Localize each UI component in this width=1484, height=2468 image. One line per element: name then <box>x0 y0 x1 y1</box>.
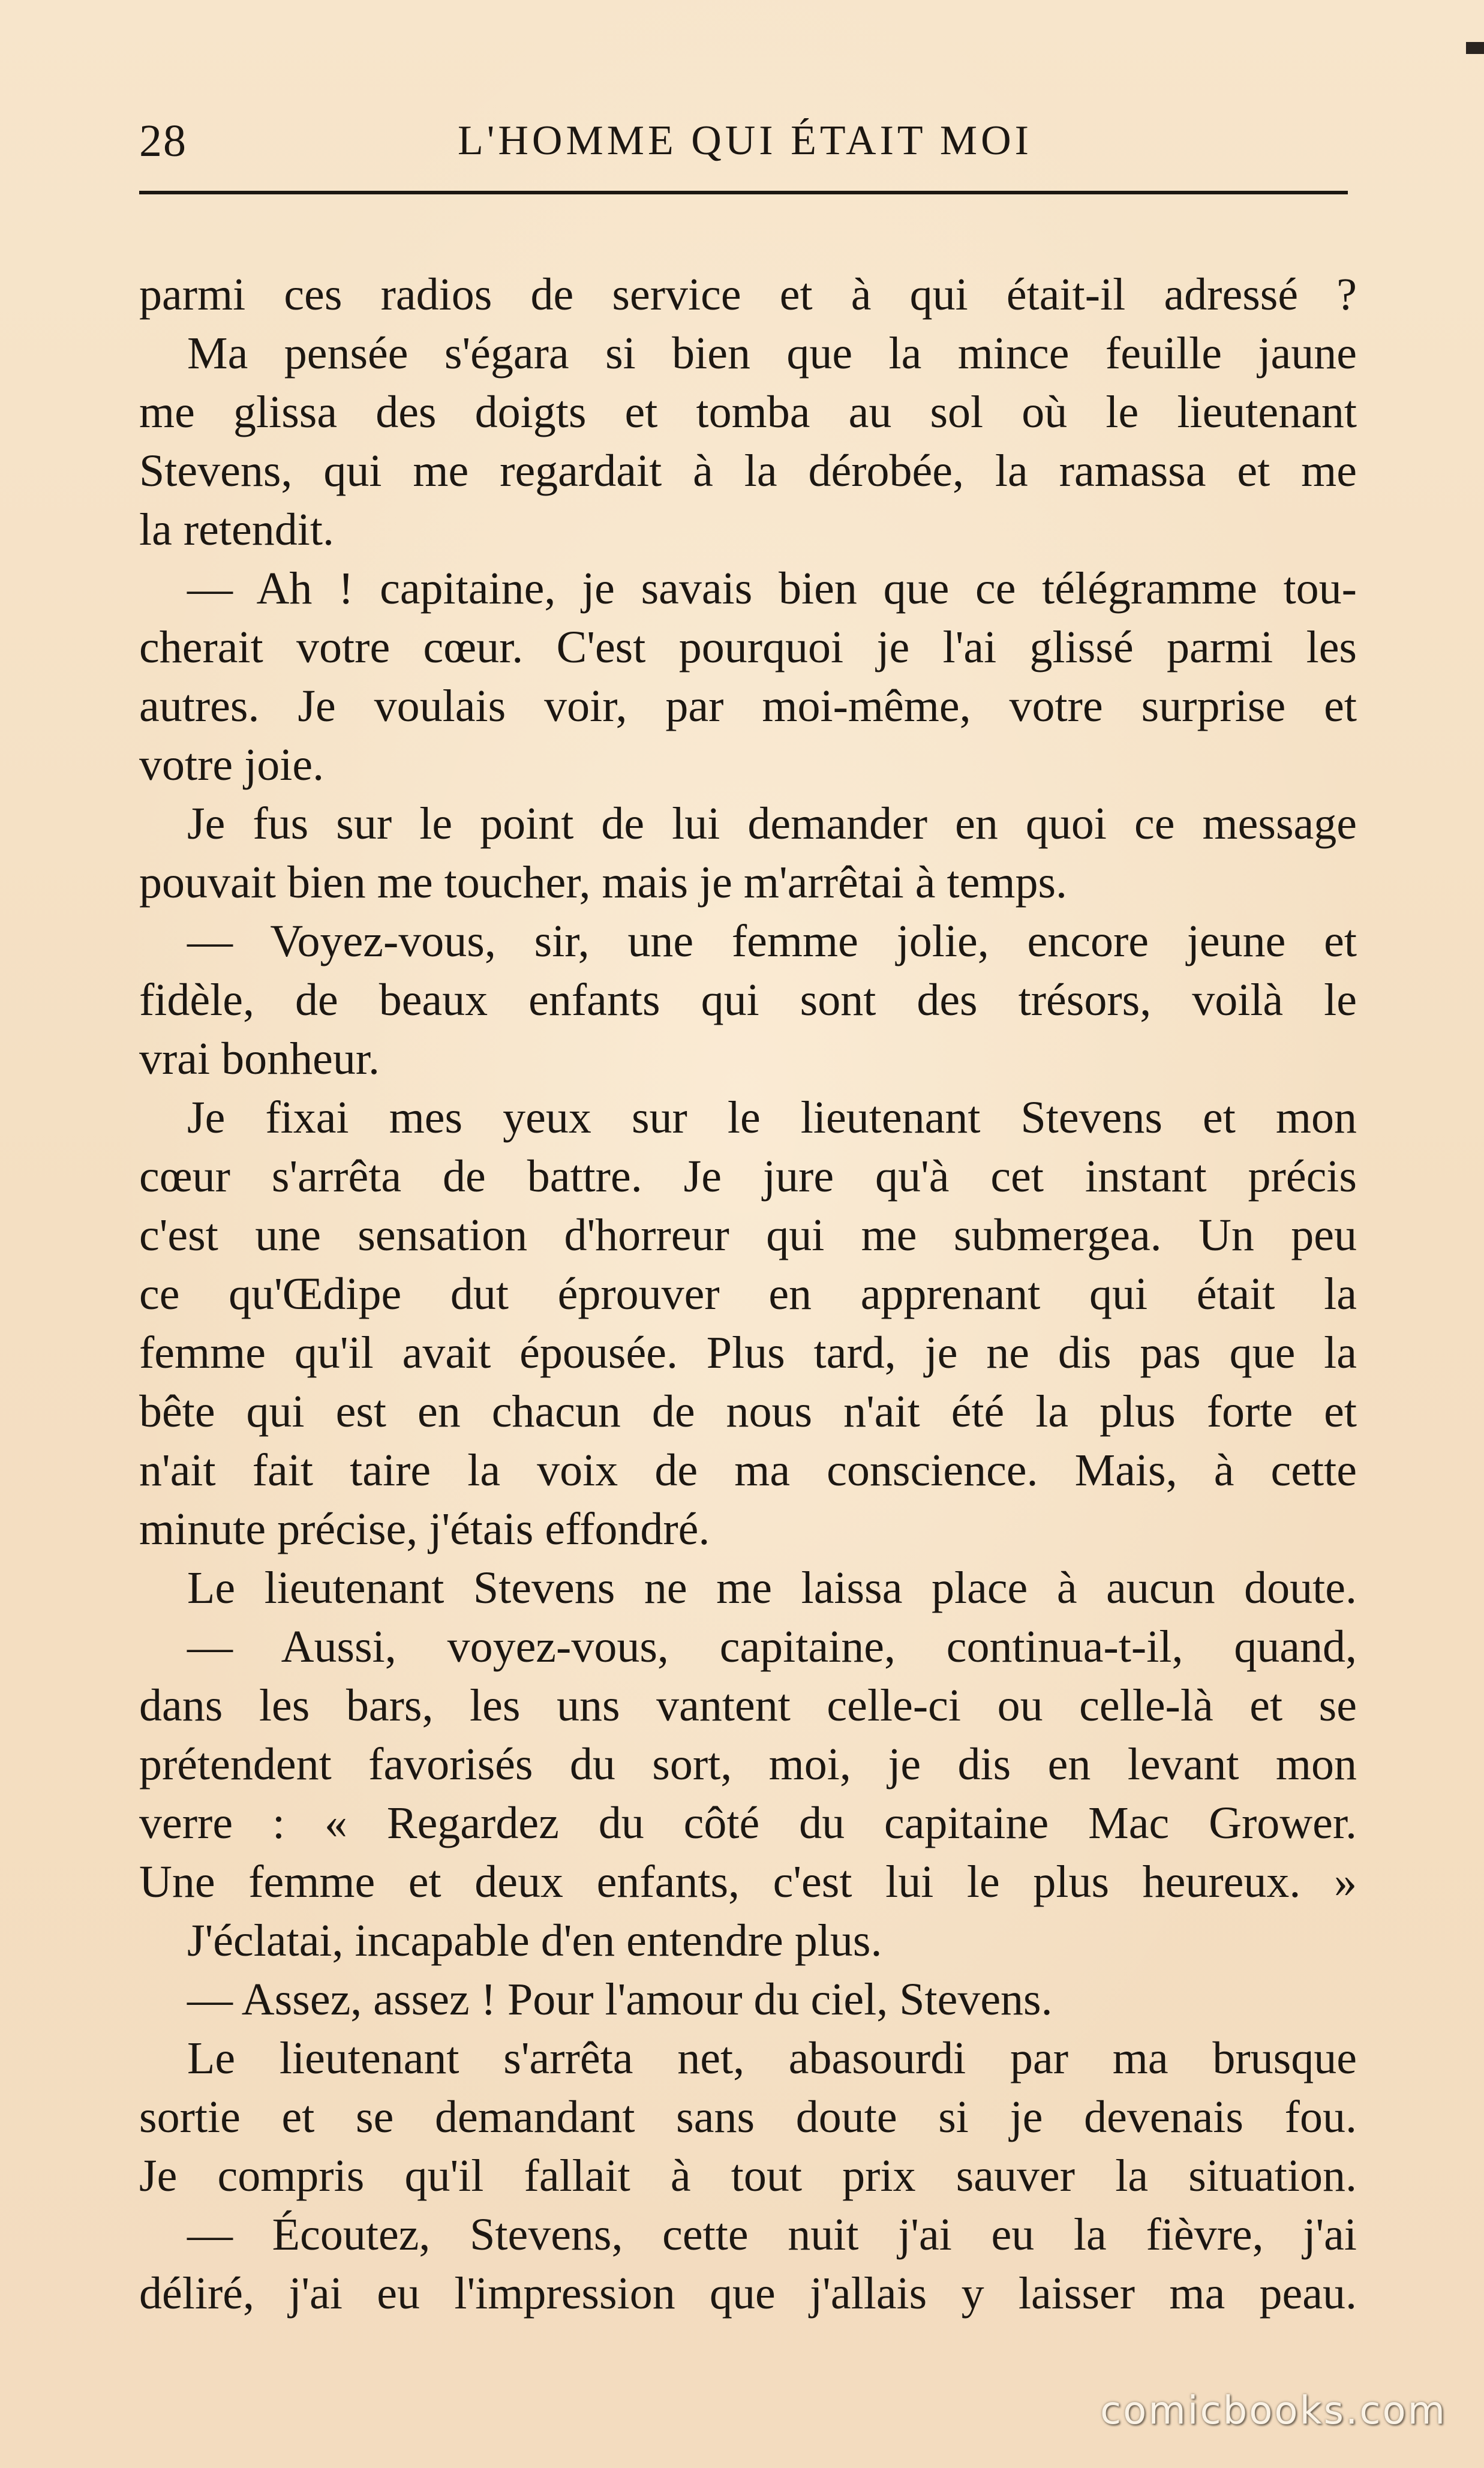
text-line: J'éclatai, incapable d'en entendre plus. <box>187 1915 882 1966</box>
text-line: — Assez, assez ! Pour l'amour du ciel, Stevens. <box>187 1974 1053 2025</box>
text-line: bête qui est en chacun de nous n'ait été la plus forte et <box>139 1386 1357 1437</box>
text-line: autres. Je voulais voir, par moi-même, votre surprise et <box>139 681 1357 731</box>
text-line: Le lieutenant s'arrêta net, abasourdi par ma brusque <box>187 2033 1357 2083</box>
text-line: pouvait bien me toucher, mais je m'arrêtai à temps. <box>139 857 1068 908</box>
text-line: Ma pensée s'égara si bien que la mince feuille jaune <box>187 328 1357 379</box>
text-line: cœur s'arrêta de battre. Je jure qu'à cet instant précis <box>139 1151 1357 1202</box>
text-line: parmi ces radios de service et à qui était-il adressé ? <box>139 269 1357 320</box>
text-line: — Ah ! capitaine, je savais bien que ce télégramme tou- <box>187 563 1357 614</box>
watermark-text: comicbooks.com <box>1100 2389 1447 2433</box>
text-line: Stevens, qui me regardait à la dérobée, la ramassa et me <box>139 446 1357 496</box>
text-line: Je fus sur le point de lui demander en quoi ce message <box>187 798 1357 849</box>
text-line: c'est une sensation d'horreur qui me submergea. Un peu <box>139 1210 1357 1260</box>
text-line: — Voyez-vous, sir, une femme jolie, encore jeune et <box>187 916 1357 966</box>
text-line: vrai bonheur. <box>139 1034 380 1084</box>
page-header <box>139 111 1351 183</box>
scan-edge-mark <box>1466 42 1484 54</box>
text-line: déliré, j'ai eu l'impression que j'allais y laisser ma peau. <box>139 2268 1357 2319</box>
text-line: me glissa des doigts et tomba au sol où le lieutenant <box>139 387 1357 437</box>
text-line: Une femme et deux enfants, c'est lui le plus heureux. » <box>139 1857 1357 1907</box>
text-line: — Aussi, voyez-vous, capitaine, continua-t-il, quand, <box>187 1622 1357 1672</box>
text-line: Je fixai mes yeux sur le lieutenant Stevens et mon <box>187 1092 1357 1143</box>
text-line: dans les bars, les uns vantent celle-ci ou celle-là et se <box>139 1680 1357 1731</box>
text-line: verre : « Regardez du côté du capitaine Mac Grower. <box>139 1798 1357 1848</box>
text-line: Le lieutenant Stevens ne me laissa place à aucun doute. <box>187 1563 1357 1613</box>
page-number: 28 <box>139 116 187 166</box>
text-line: sortie et se demandant sans doute si je devenais fou. <box>139 2092 1357 2142</box>
text-line: — Écoutez, Stevens, cette nuit j'ai eu la fièvre, j'ai <box>187 2209 1357 2260</box>
text-line: fidèle, de beaux enfants qui sont des trésors, voilà le <box>139 975 1357 1025</box>
text-line: minute précise, j'étais effondré. <box>139 1504 710 1554</box>
header-rule <box>139 191 1348 194</box>
text-line: la retendit. <box>139 505 334 555</box>
text-line: Je compris qu'il fallait à tout prix sauver la situation. <box>139 2151 1357 2201</box>
text-line: cherait votre cœur. C'est pourquoi je l'ai glissé parmi les <box>139 622 1357 672</box>
body-text <box>139 265 1357 2323</box>
text-line: votre joie. <box>139 740 325 790</box>
text-line: n'ait fait taire la voix de ma conscience. Mais, à cette <box>139 1445 1357 1496</box>
text-line: prétendent favorisés du sort, moi, je dis en levant mon <box>139 1739 1357 1790</box>
text-line: femme qu'il avait épousée. Plus tard, je ne dis pas que la <box>139 1328 1357 1378</box>
running-title: L'HOMME QUI ÉTAIT MOI <box>457 118 1032 164</box>
text-line: ce qu'Œdipe dut éprouver en apprenant qui était la <box>139 1269 1357 1319</box>
